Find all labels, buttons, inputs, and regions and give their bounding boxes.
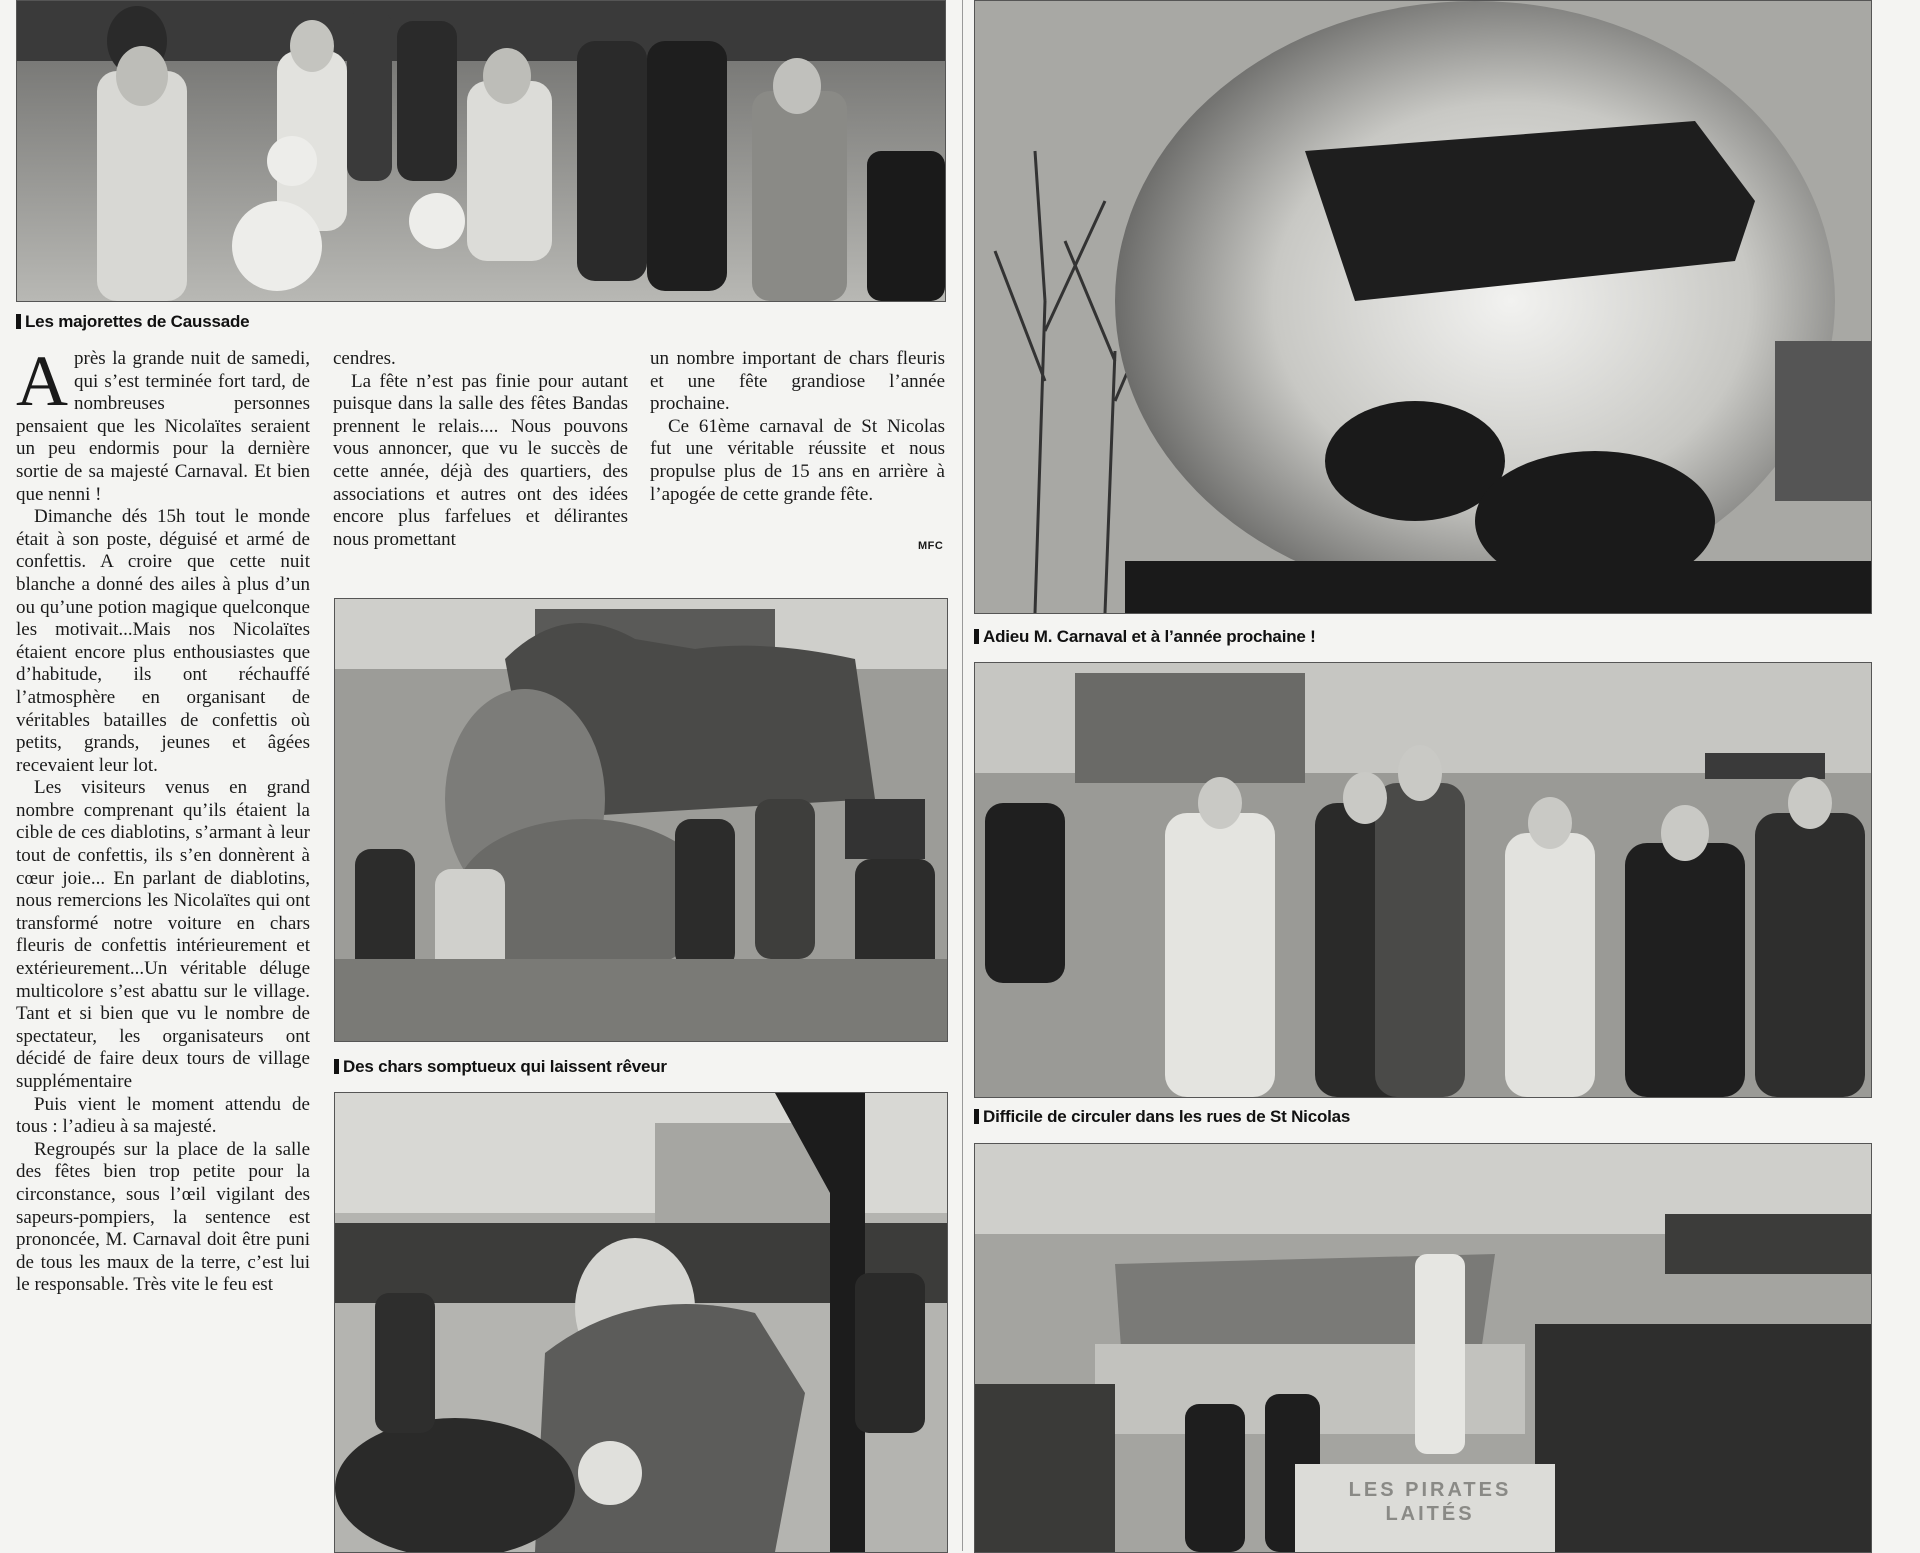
article-column-2	[333, 348, 628, 584]
article-column-1	[16, 348, 310, 1551]
caption-majorettes: Les majorettes de Caussade	[16, 312, 249, 332]
photo-char-pirates	[974, 1143, 1872, 1553]
article-paragraph: Puis vient le moment attendu de tous : l’adieu à sa majesté.	[16, 1093, 310, 1138]
caption-adieu: Adieu M. Carnaval et à l’année prochaine !	[974, 627, 1316, 647]
photo-tracteur-confettis	[334, 1092, 948, 1553]
caption-chars: Des chars somptueux qui laissent rêveur	[334, 1057, 667, 1077]
article-column-3	[650, 348, 945, 538]
photo-majorettes	[16, 0, 946, 302]
column-divider	[962, 0, 963, 1551]
article-paragraph: Regroupés sur la place de la salle des fêtes bien trop petite pour la circonstance, sous l’œil vigilant des sapeurs-pompiers, la sentence est prononcée, M. Carnaval doit être puni de tous les maux de la terre, c’est lui le responsable. Très vite le feu est	[16, 1138, 310, 1296]
caption-marker	[974, 629, 979, 644]
article-paragraph: cendres.	[333, 348, 396, 369]
article-paragraph: Ce 61ème carnaval de St Nicolas fut une véritable réussite et nous propulse plus de 15 ans en arrière à l’apogée de cette grande fête.	[650, 415, 945, 505]
caption-marker	[16, 314, 21, 329]
photo-chars	[334, 598, 948, 1042]
author-signature: MFC	[918, 540, 944, 552]
caption-marker	[974, 1109, 979, 1124]
article-paragraph: La fête n’est pas finie pour autant puisque dans la salle des fêtes Bandas prennent le relais.... Nous pouvons vous annoncer, que vu le succès de cette année, déjà des quartiers, des associations et autres ont des idées encore plus farfelues et délirantes nous promettant	[333, 370, 628, 550]
photo-foule-rues	[974, 662, 1872, 1098]
article-paragraph: Les visiteurs venus en grand nombre comprenant qu’ils étaient la cible de ces diablotins, s’armant à leur tout de confettis, ils s’en donnèrent à cœur joie... En parlant de diablotins, nous remercions les Nicolaïtes qui ont transformé notre voiture en chars fleuris de confettis intérieurement et extérieurement...Un véritable déluge multicolore s’est abattu sur le village. Tant et si bien que vu le nombre de spectateur, les organisateurs ont décidé de faire deux tours de village supplémentaire	[16, 777, 310, 1092]
article-paragraph: Dimanche dés 15h tout le monde était à son poste, déguisé et armé de confettis. A croire que cette nuit blanche a donné des ailes à plus d’un ou qu’une potion magique quelconque les motivait...Mais nos Nicolaïtes étaient encore plus enthousiastes que d’habitude, ils ont réchauffé l’atmosphère en organisant de véritables batailles de confettis où petits, grands, jeunes et âgées recevaient leur lot.	[16, 506, 310, 776]
caption-circuler: Difficile de circuler dans les rues de St Nicolas	[974, 1107, 1350, 1127]
photo-adieu-carnaval	[974, 0, 1872, 614]
article-paragraph: un nombre important de chars fleuris et une fête grandiose l’année prochaine.	[650, 348, 945, 415]
drop-cap: A	[16, 348, 68, 421]
article-paragraph: Après la grande nuit de samedi, qui s’est terminée fort tard, de nombreuses personnes pensaient que les Nicolaïtes seraient un peu endormis pour la dernière sortie de sa majesté Carnaval. Et bien que nenni !	[16, 348, 310, 505]
caption-marker	[334, 1059, 339, 1074]
float-sign: LES PIRATES LAITÉS	[1348, 1479, 1512, 1525]
